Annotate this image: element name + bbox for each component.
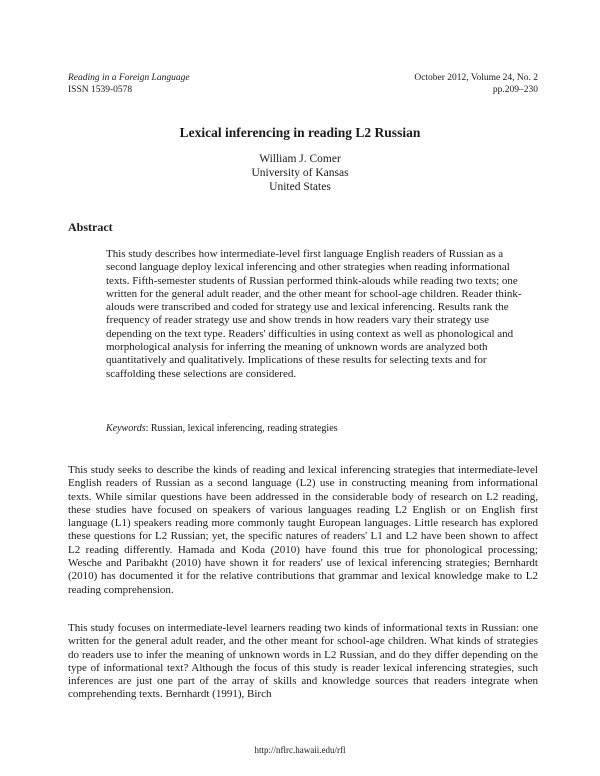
page-range: pp.209–230 [492, 85, 538, 95]
author-block [0, 152, 600, 194]
abstract-text: This study describes how intermediate-level first language English readers of Russian as a second language deploy lexical inferencing and other strategies when reading informational texts. Fifth-semester students of Russian performed think-alouds while reading two texts; one written for the general adult reader, and the other meant for school-age children. Reader think-alouds were transcribed and coded for strategy use and lexical inferencing. Results rank the frequency of reader strategy use and show trends in how readers vary their strategy use depending on the text type. Readers' difficulties in using context as well as phonological and morphological analysis for inferring the meaning of unknown words are analyzed both quantitatively and qualitatively. Implications of these results for selecting texts and for scaffolding these selections are considered. [106, 248, 522, 380]
running-header-right [414, 72, 538, 96]
abstract-heading: Abstract [68, 220, 113, 234]
author-country: United States [269, 181, 331, 193]
body-paragraph-2: This study focuses on intermediate-level learners reading two kinds of informational texts in Russian: one written for the general adult reader, and the other meant for school-age children. What kinds of strategies do readers use to infer the meaning of unknown words in L2 Russian, and do they differ depending on the type of informational text? Although the focus of this study is reader lexical inferencing strategies, such inferences are just one part of the array of skills and knowledge sources that readers integrate when comprehending texts. Bernhardt (1991), Birch [68, 622, 538, 701]
author-affiliation: University of Kansas [251, 167, 349, 179]
issue-date-volume: October 2012, Volume 24, No. 2 [414, 73, 538, 83]
keywords-text: : Russian, lexical inferencing, reading strategies [145, 423, 338, 434]
running-header-left [68, 72, 190, 96]
body-paragraph-1: This study seeks to describe the kinds of reading and lexical inferencing strategies that intermediate-level English readers of Russian as a second language (L2) use in constructing meaning from informational texts. While similar questions have been addressed in the considerable body of research on L2 reading, these studies have focused on speakers of various languages reading L2 English or on English first language (L1) speakers reading more commonly taught European languages. Little research has explored these questions for L2 Russian; yet, the specific natures of readers' L1 and L2 have been shown to affect L2 reading differently. Hamada and Koda (2010) have found this true for phonological processing; Wesche and Paribakht (2010) have shown it for readers' use of lexical inferencing strategies; Bernhardt (2010) has documented it for the relative contributions that grammar and lexical knowledge make to L2 reading comprehension. [68, 464, 538, 596]
keywords-line [106, 423, 338, 434]
keywords-label: Keywords [106, 423, 146, 434]
issn: ISSN 1539-0578 [68, 85, 133, 95]
journal-name: Reading in a Foreign Language [68, 73, 190, 83]
article-title: Lexical inferencing in reading L2 Russian [179, 125, 421, 140]
author-name: William J. Comer [259, 153, 341, 165]
footer-url[interactable]: http://nflrc.hawaii.edu/rfl [254, 745, 346, 755]
